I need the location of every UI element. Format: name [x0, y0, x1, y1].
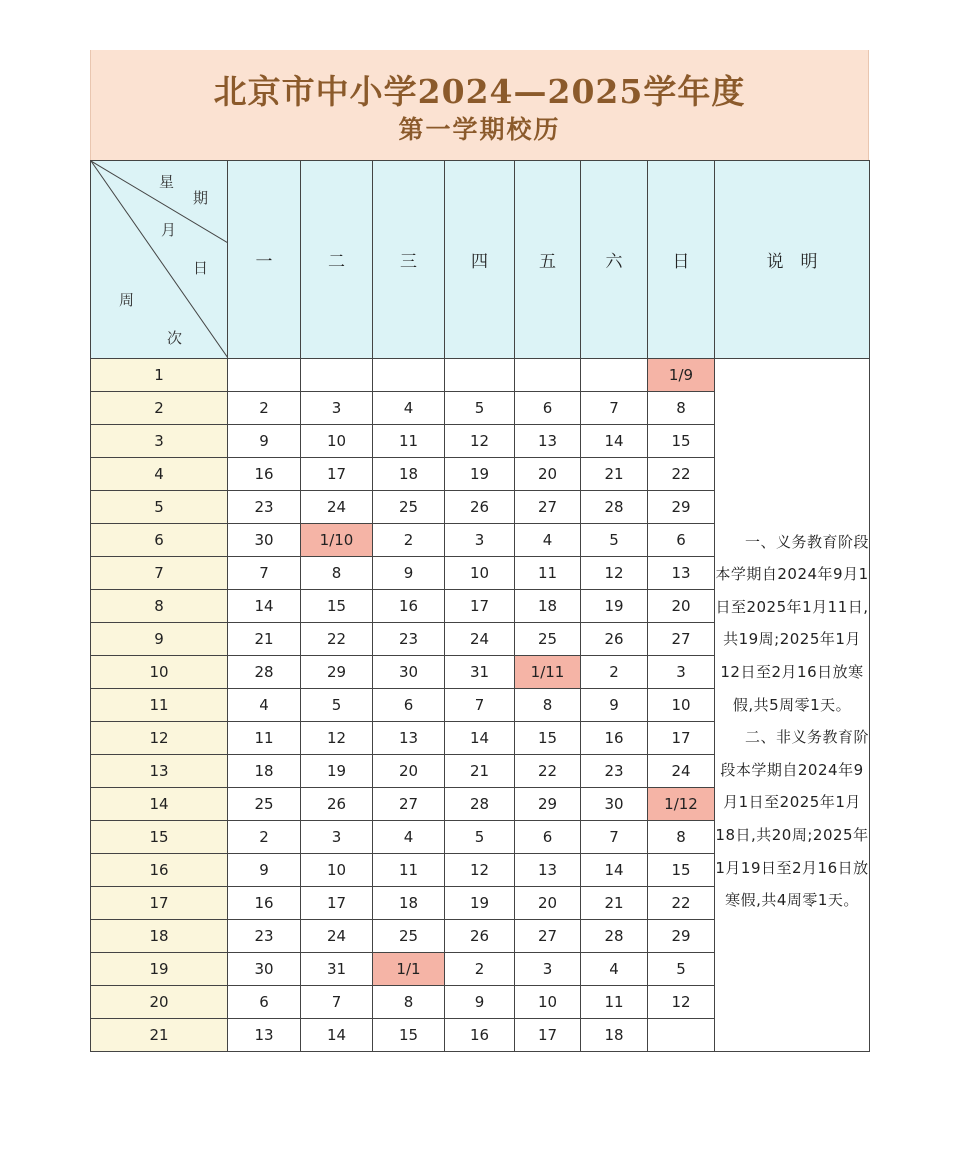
date-cell: 16 — [373, 590, 445, 623]
date-cell — [648, 1019, 715, 1052]
date-cell: 9 — [228, 425, 301, 458]
week-number: 8 — [91, 590, 228, 623]
week-number: 15 — [91, 821, 228, 854]
date-cell: 8 — [648, 821, 715, 854]
date-cell: 1/10 — [301, 524, 373, 557]
date-cell: 28 — [445, 788, 515, 821]
date-cell: 5 — [581, 524, 648, 557]
page-title: 北京市中小学2024—2025学年度 — [213, 72, 746, 111]
date-cell: 13 — [228, 1019, 301, 1052]
date-cell: 16 — [445, 1019, 515, 1052]
corner-label-yue: 月 — [161, 221, 177, 239]
date-cell: 7 — [581, 821, 648, 854]
date-cell: 20 — [515, 887, 581, 920]
date-cell: 22 — [301, 623, 373, 656]
date-cell: 12 — [648, 986, 715, 1019]
day-header-thu: 四 — [445, 161, 515, 359]
date-cell: 9 — [581, 689, 648, 722]
date-cell — [515, 359, 581, 392]
date-cell: 8 — [301, 557, 373, 590]
date-cell: 13 — [515, 425, 581, 458]
corner-label-ri: 日 — [193, 259, 209, 277]
date-cell: 7 — [581, 392, 648, 425]
date-cell: 17 — [515, 1019, 581, 1052]
date-cell — [373, 359, 445, 392]
date-cell: 18 — [515, 590, 581, 623]
week-number: 2 — [91, 392, 228, 425]
date-cell: 10 — [301, 425, 373, 458]
week-number: 7 — [91, 557, 228, 590]
date-cell: 9 — [373, 557, 445, 590]
week-row — [91, 359, 870, 392]
date-cell: 21 — [581, 887, 648, 920]
date-cell: 26 — [445, 491, 515, 524]
date-cell: 31 — [301, 953, 373, 986]
week-number: 10 — [91, 656, 228, 689]
week-number: 6 — [91, 524, 228, 557]
date-cell: 3 — [648, 656, 715, 689]
date-cell: 13 — [515, 854, 581, 887]
date-cell: 22 — [648, 887, 715, 920]
page-subtitle: 第一学期校历 — [398, 115, 561, 144]
date-cell: 1/11 — [515, 656, 581, 689]
date-cell: 29 — [515, 788, 581, 821]
date-cell: 20 — [648, 590, 715, 623]
date-cell: 11 — [515, 557, 581, 590]
date-cell: 28 — [581, 920, 648, 953]
day-header-mon: 一 — [228, 161, 301, 359]
date-cell: 5 — [648, 953, 715, 986]
date-cell: 15 — [648, 425, 715, 458]
title-banner — [90, 50, 869, 160]
date-cell: 5 — [445, 392, 515, 425]
note-paragraph: 二、非义务教育阶段本学期自2024年9月1日至2025年1月18日,共20周;2025年1月19日至2月16日放寒假,共4周零1天。 — [715, 728, 870, 910]
date-cell: 18 — [373, 458, 445, 491]
day-header-wed: 三 — [373, 161, 445, 359]
date-cell: 3 — [515, 953, 581, 986]
date-cell: 3 — [301, 821, 373, 854]
header-row — [91, 161, 870, 359]
date-cell: 17 — [301, 458, 373, 491]
date-cell: 16 — [228, 887, 301, 920]
date-cell: 10 — [515, 986, 581, 1019]
date-cell: 11 — [373, 425, 445, 458]
date-cell: 3 — [301, 392, 373, 425]
date-cell: 29 — [648, 920, 715, 953]
date-cell: 18 — [373, 887, 445, 920]
note-paragraph: 一、义务教育阶段本学期自2024年9月1日至2025年1月11日,共19周;2025年1月12日至2月16日放寒假,共5周零1天。 — [715, 532, 870, 714]
corner-label-ci: 次 — [167, 329, 183, 347]
corner-label-zhou: 周 — [119, 291, 135, 309]
date-cell: 23 — [373, 623, 445, 656]
date-cell: 6 — [515, 821, 581, 854]
date-cell: 30 — [228, 953, 301, 986]
date-cell: 17 — [301, 887, 373, 920]
week-number: 9 — [91, 623, 228, 656]
date-cell: 15 — [515, 722, 581, 755]
date-cell: 20 — [515, 458, 581, 491]
date-cell: 10 — [648, 689, 715, 722]
date-cell: 22 — [648, 458, 715, 491]
day-header-sat: 六 — [581, 161, 648, 359]
date-cell: 30 — [228, 524, 301, 557]
date-cell: 25 — [373, 491, 445, 524]
date-cell — [301, 359, 373, 392]
date-cell: 19 — [581, 590, 648, 623]
date-cell: 7 — [228, 557, 301, 590]
day-header-tue: 二 — [301, 161, 373, 359]
date-cell: 21 — [581, 458, 648, 491]
date-cell: 1/1 — [373, 953, 445, 986]
date-cell: 24 — [648, 755, 715, 788]
date-cell: 4 — [228, 689, 301, 722]
date-cell: 5 — [445, 821, 515, 854]
school-calendar — [90, 50, 869, 1052]
corner-header — [91, 161, 228, 359]
date-cell: 21 — [228, 623, 301, 656]
date-cell: 19 — [301, 755, 373, 788]
date-cell: 23 — [228, 920, 301, 953]
date-cell: 25 — [373, 920, 445, 953]
date-cell: 4 — [515, 524, 581, 557]
notes-spacer — [715, 359, 870, 392]
date-cell: 16 — [228, 458, 301, 491]
notes-cell — [715, 392, 870, 1052]
date-cell: 12 — [445, 425, 515, 458]
date-cell: 10 — [301, 854, 373, 887]
date-cell: 21 — [445, 755, 515, 788]
date-cell: 2 — [445, 953, 515, 986]
date-cell: 28 — [581, 491, 648, 524]
date-cell: 23 — [581, 755, 648, 788]
week-number: 13 — [91, 755, 228, 788]
date-cell: 6 — [515, 392, 581, 425]
date-cell: 27 — [373, 788, 445, 821]
date-cell: 26 — [581, 623, 648, 656]
week-number: 1 — [91, 359, 228, 392]
notes-header: 说 明 — [715, 161, 870, 359]
date-cell: 17 — [648, 722, 715, 755]
date-cell: 15 — [648, 854, 715, 887]
date-cell: 9 — [445, 986, 515, 1019]
date-cell: 15 — [373, 1019, 445, 1052]
week-number: 21 — [91, 1019, 228, 1052]
date-cell: 4 — [373, 821, 445, 854]
date-cell: 12 — [445, 854, 515, 887]
date-cell: 25 — [228, 788, 301, 821]
date-cell: 8 — [373, 986, 445, 1019]
date-cell: 11 — [581, 986, 648, 1019]
date-cell: 28 — [228, 656, 301, 689]
calendar-table — [90, 160, 870, 1052]
date-cell: 23 — [228, 491, 301, 524]
date-cell: 27 — [648, 623, 715, 656]
date-cell: 14 — [581, 425, 648, 458]
day-header-fri: 五 — [515, 161, 581, 359]
date-cell: 25 — [515, 623, 581, 656]
date-cell: 14 — [581, 854, 648, 887]
date-cell: 5 — [301, 689, 373, 722]
date-cell: 7 — [301, 986, 373, 1019]
week-number: 5 — [91, 491, 228, 524]
date-cell: 13 — [648, 557, 715, 590]
date-cell: 12 — [301, 722, 373, 755]
date-cell: 14 — [228, 590, 301, 623]
date-cell: 29 — [301, 656, 373, 689]
date-cell: 30 — [373, 656, 445, 689]
date-cell: 2 — [373, 524, 445, 557]
date-cell: 26 — [301, 788, 373, 821]
date-cell: 1/9 — [648, 359, 715, 392]
week-number: 12 — [91, 722, 228, 755]
date-cell: 11 — [228, 722, 301, 755]
corner-label-qi: 期 — [193, 189, 209, 207]
date-cell: 16 — [581, 722, 648, 755]
week-row — [91, 392, 870, 425]
date-cell: 17 — [445, 590, 515, 623]
date-cell: 4 — [373, 392, 445, 425]
date-cell: 14 — [301, 1019, 373, 1052]
date-cell: 14 — [445, 722, 515, 755]
date-cell: 24 — [301, 491, 373, 524]
date-cell: 26 — [445, 920, 515, 953]
date-cell: 1/12 — [648, 788, 715, 821]
date-cell: 12 — [581, 557, 648, 590]
day-header-sun: 日 — [648, 161, 715, 359]
week-number: 3 — [91, 425, 228, 458]
date-cell: 20 — [373, 755, 445, 788]
date-cell: 6 — [228, 986, 301, 1019]
date-cell: 10 — [445, 557, 515, 590]
date-cell: 18 — [228, 755, 301, 788]
date-cell: 2 — [228, 392, 301, 425]
date-cell: 31 — [445, 656, 515, 689]
corner-label-xing: 星 — [159, 173, 175, 191]
date-cell: 4 — [581, 953, 648, 986]
date-cell: 2 — [228, 821, 301, 854]
date-cell: 22 — [515, 755, 581, 788]
date-cell: 9 — [228, 854, 301, 887]
date-cell: 6 — [373, 689, 445, 722]
week-number: 14 — [91, 788, 228, 821]
week-number: 4 — [91, 458, 228, 491]
date-cell: 7 — [445, 689, 515, 722]
date-cell: 11 — [373, 854, 445, 887]
week-number: 17 — [91, 887, 228, 920]
date-cell — [228, 359, 301, 392]
week-number: 20 — [91, 986, 228, 1019]
date-cell: 19 — [445, 458, 515, 491]
date-cell: 15 — [301, 590, 373, 623]
date-cell: 30 — [581, 788, 648, 821]
date-cell: 6 — [648, 524, 715, 557]
date-cell: 13 — [373, 722, 445, 755]
week-number: 16 — [91, 854, 228, 887]
week-number: 11 — [91, 689, 228, 722]
date-cell: 8 — [648, 392, 715, 425]
date-cell: 29 — [648, 491, 715, 524]
date-cell — [445, 359, 515, 392]
date-cell: 19 — [445, 887, 515, 920]
date-cell: 2 — [581, 656, 648, 689]
date-cell: 24 — [445, 623, 515, 656]
date-cell: 27 — [515, 920, 581, 953]
date-cell: 8 — [515, 689, 581, 722]
date-cell: 27 — [515, 491, 581, 524]
date-cell — [581, 359, 648, 392]
week-number: 18 — [91, 920, 228, 953]
date-cell: 24 — [301, 920, 373, 953]
date-cell: 18 — [581, 1019, 648, 1052]
week-number: 19 — [91, 953, 228, 986]
date-cell: 3 — [445, 524, 515, 557]
